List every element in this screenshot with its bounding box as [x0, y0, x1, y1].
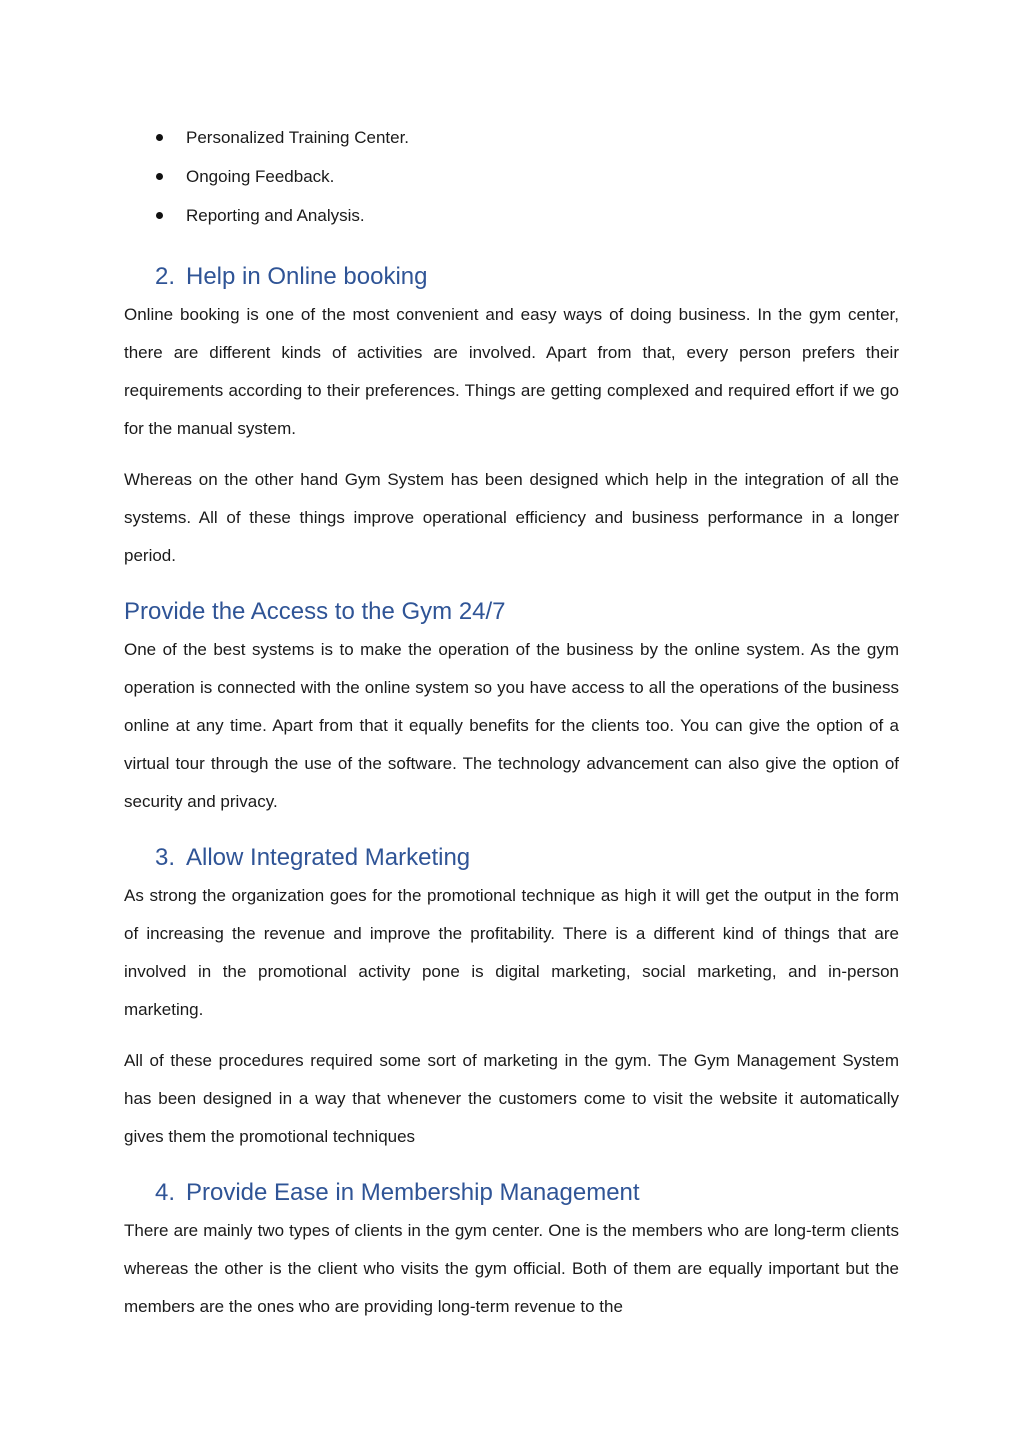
- section-number: 2.: [155, 263, 176, 290]
- paragraph: Whereas on the other hand Gym System has been designed which help in the integration of all the systems. All of these things improve operational efficiency and business performance in a longer period.: [124, 470, 899, 565]
- paragraph: One of the best systems is to make the operation of the business by the online system. As the gym operation is connected with the online system so you have access to all the operations of the business online at any time. Apart from that it equally benefits for the clients too. You can give the option of a virtual tour through the use of the software. The technology advancement can also give the option of security and privacy.: [124, 640, 899, 811]
- section-heading: [124, 262, 899, 296]
- section-membership-management: [124, 1178, 899, 1326]
- section-title: Provide the Access to the Gym 24/7: [124, 598, 506, 625]
- section-title: Help in Online booking: [186, 263, 428, 290]
- paragraph: Online booking is one of the most convenient and easy ways of doing business. In the gym center, there are different kinds of activities are involved. Apart from that, every person prefers their requirements according to their preferences. Things are getting complexed and required effort if we go for the manual system.: [124, 305, 899, 438]
- paragraph: As strong the organization goes for the promotional technique as high it will get the output in the form of increasing the revenue and improve the profitability. There is a different kind of things that are involved in the promotional activity pone is digital marketing, social marketing, and in-person marketing.: [124, 886, 899, 1019]
- bullet-text: Ongoing Feedback.: [186, 167, 335, 186]
- bullet-item: [124, 163, 899, 202]
- section-heading: [124, 1178, 899, 1212]
- bullet-dot-icon: [156, 212, 163, 219]
- section-online-booking: [124, 262, 899, 575]
- feature-bullet-list: [124, 124, 899, 241]
- bullet-text: Reporting and Analysis.: [186, 206, 365, 225]
- section-number: 3.: [155, 844, 176, 871]
- bullet-text: Personalized Training Center.: [186, 128, 410, 147]
- section-title: Provide Ease in Membership Management: [186, 1179, 640, 1206]
- bullet-dot-icon: [156, 173, 163, 180]
- bullet-dot-icon: [156, 134, 163, 141]
- section-integrated-marketing: [124, 843, 899, 1156]
- section-access-24-7: [124, 597, 899, 821]
- section-heading: [124, 843, 899, 877]
- section-heading: [124, 597, 899, 631]
- bullet-item: [124, 124, 899, 163]
- section-number: 4.: [155, 1179, 176, 1206]
- bullet-item: [124, 202, 899, 241]
- paragraph: There are mainly two types of clients in the gym center. One is the members who are long-term clients whereas the other is the client who visits the gym official. Both of them are equally important but the members are the ones who are providing long-term revenue to the: [124, 1221, 899, 1316]
- section-title: Allow Integrated Marketing: [186, 844, 471, 871]
- paragraph: All of these procedures required some sort of marketing in the gym. The Gym Management System has been designed in a way that whenever the customers come to visit the website it automatically gives them the promotional techniques: [124, 1051, 899, 1146]
